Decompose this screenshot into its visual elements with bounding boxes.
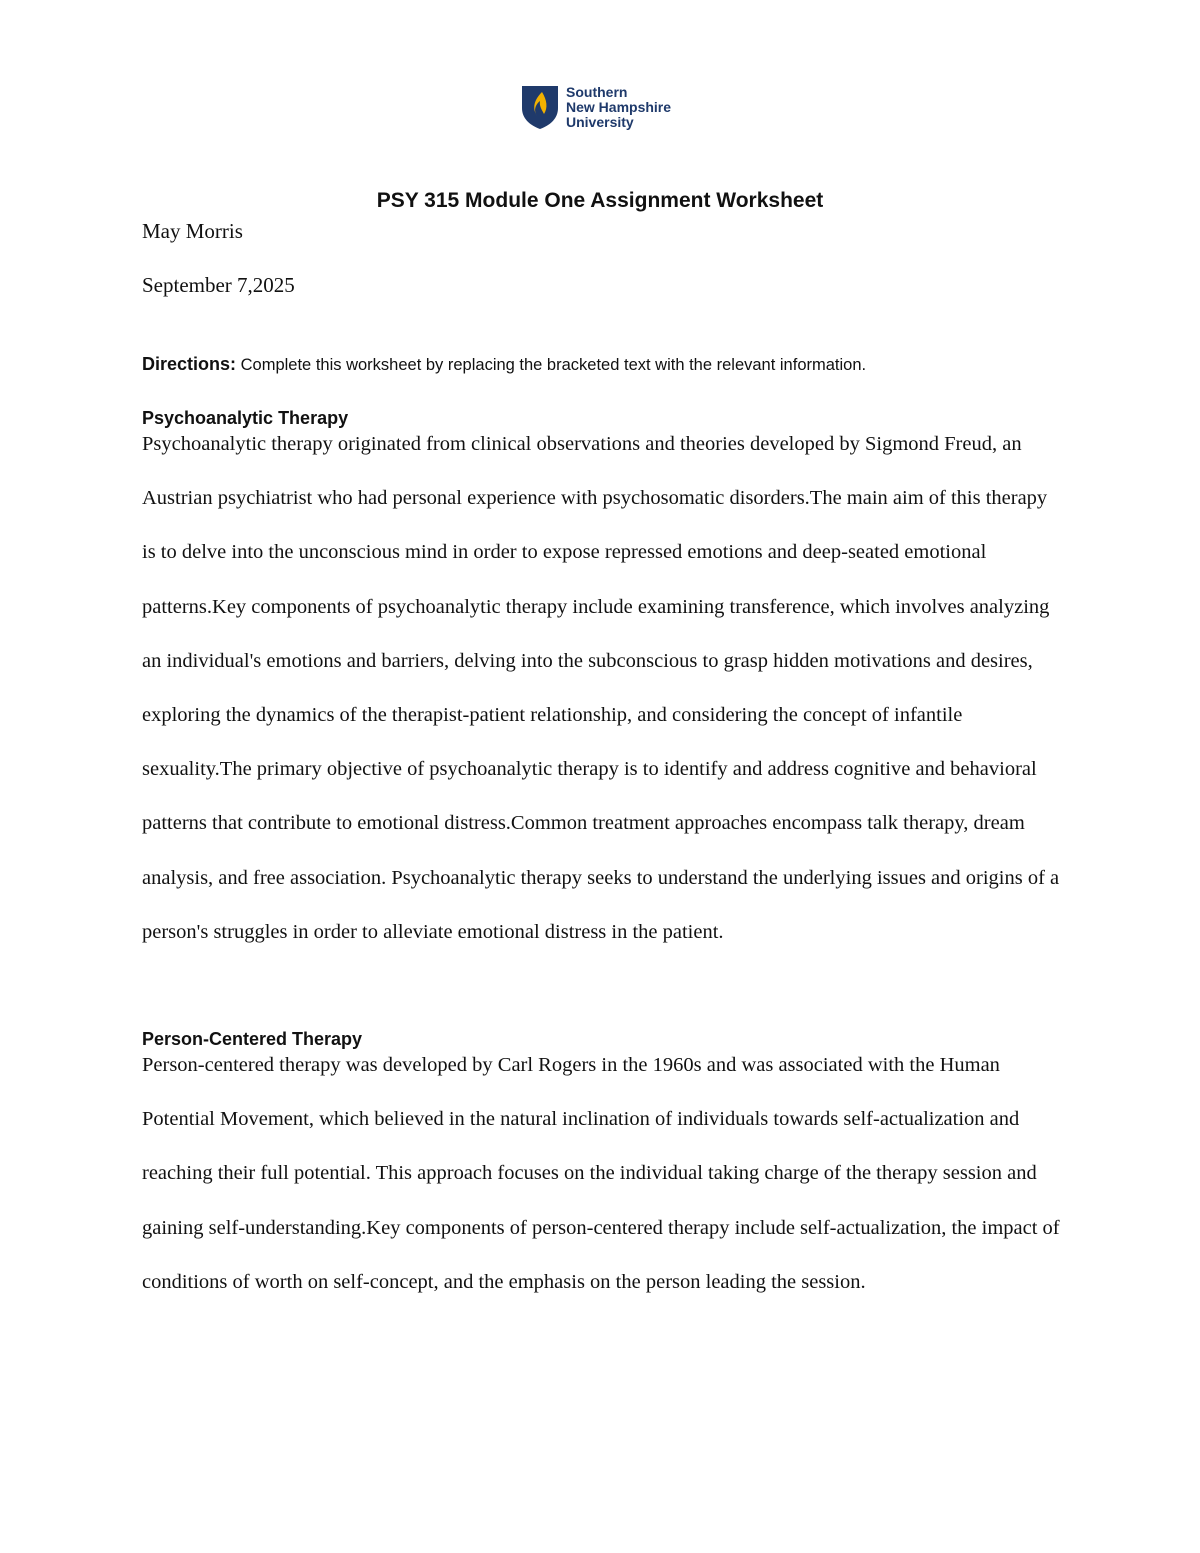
section-body-psychoanalytic: Psychoanalytic therapy originated from clinical observations and theories developed by Sigmond Freud, an Austrian psychiatrist who had personal experience with psychosomatic disorders.The main aim of this therapy is to delve into the unconscious mind in order to expose repressed emotions and deep-seated emotional patterns.Key components of psychoanalytic therapy include examining transference, which involves analyzing an individual's emotions and barriers, delving into the subconscious to grasp hidden motivations and desires, exploring the dynamics of the therapist-patient relationship, and considering the concept of infantile sexuality.The primary objective of psychoanalytic therapy is to identify and address cognitive and behavioral patterns that contribute to emotional distress.Common treatment approaches encompass talk therapy, dream analysis, and free association. Psychoanalytic therapy seeks to understand the underlying issues and origins of a person's struggles in order to alleviate emotional distress in the patient.	[142, 433, 1060, 943]
logo-line-3: University	[566, 113, 634, 130]
logo-line-1: Southern	[566, 83, 628, 100]
directions	[142, 350, 866, 379]
directions-label: Directions:	[142, 354, 237, 374]
section-body-person-centered: Person-centered therapy was developed by Carl Rogers in the 1960s and was associated with the Human Potential Movement, which believed in the natural inclination of individuals towards self-actualization and reaching their full potential. This approach focuses on the individual taking charge of the therapy session and gaining self-understanding.Key components of person-centered therapy include self-actualization, the impact of conditions of worth on self-concept, and the emphasis on the person leading the session.	[142, 1054, 1060, 1293]
shield-flame-icon	[520, 84, 560, 130]
document-date: September 7,2025	[142, 273, 295, 297]
university-logo	[520, 84, 671, 130]
logo-line-2: New Hampshire	[566, 98, 672, 115]
section-heading-person-centered: Person-Centered Therapy	[142, 1029, 363, 1049]
author-name: May Morris	[142, 219, 243, 243]
document-title: PSY 315 Module One Assignment Worksheet	[376, 189, 824, 212]
directions-text: Complete this worksheet by replacing the bracketed text with the relevant information.	[236, 356, 867, 374]
university-name	[566, 85, 671, 130]
section-heading-psychoanalytic: Psychoanalytic Therapy	[142, 408, 349, 428]
